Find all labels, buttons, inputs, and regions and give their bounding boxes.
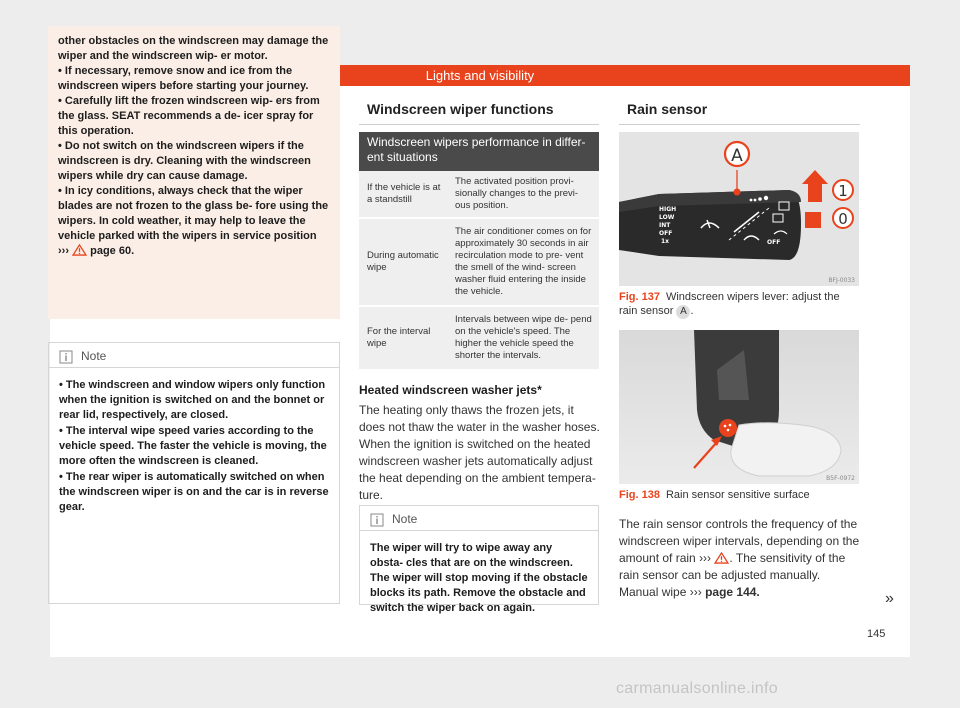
warning-link[interactable] [58,244,330,259]
sensor-surface-marker [719,419,737,437]
table-cell-behaviour: The activated position provi- sionally changes to the previ- ous position. [455,176,579,211]
link-arrows[interactable]: ››› [689,585,702,599]
section-rule [619,124,860,125]
square-marker-icon [805,212,821,228]
note-divider [360,530,598,531]
heated-jets-text: The heating only thaws the frozen jets, it does not thaw the water in the washer hoses. When the ignition is switched on the heated windscreen washer jets automatically adjust the heat depending on the ambient tempera- ture. [359,403,600,502]
note-divider [49,367,339,368]
warning-triangle-icon [72,244,87,256]
info-icon [370,513,384,527]
table-cell-behaviour: The air conditioner comes on for approximately 30 seconds in air recirculation mode to pre- vent the smell of the wind- screen washer fluid entering the inside the vehicle. [455,226,592,297]
rain-sensor-text [619,516,861,601]
lever-label: OFF [659,230,673,237]
watermark: carmanualsonline.info [616,680,778,697]
continue-marker: » [885,590,894,607]
figure-code: BFJ-0033 [828,277,855,284]
rain-text-part1: The rain sensor controls the frequency of the windscreen wiper intervals, depending on the amount of rain [619,517,860,565]
table-header: Windscreen wipers performance in differ- ent situations [359,132,599,171]
table-cell-behaviour: Intervals between wipe de- pend on the vehicle's speed. The higher the vehicle speed the shorter the intervals. [455,314,592,361]
section-title-rain: Rain sensor [627,101,708,117]
rain-sensor-illustration [619,330,859,484]
rain-text-part2: . The sensitivity of the rain sensor can be adjusted manually. Manual wipe [619,551,846,599]
figure-number: Fig. 137 [619,291,660,303]
note-item-1: • The interval wipe speed varies according to the vehicle speed. The faster the vehicle is moving, the more often the windscreen is cleaned. [59,424,329,469]
figure-138-caption [619,488,859,502]
note-box-1 [48,342,340,604]
wiper-lever-illustration [619,132,859,286]
figure-137 [619,132,859,286]
note2-text: The wiper will try to wipe away any obsta- cles that are on the windscreen. The wiper will stop moving if the obstacle blocks its path. Remove the obstacle and switch the wiper back on again. [370,542,588,614]
callout-a: A [731,146,743,166]
figure-138 [619,330,859,484]
note-title [59,349,329,364]
figure-137-caption [619,290,859,319]
chapter-header: Lights and visibility [50,65,910,86]
warning-bullet-2: • Carefully lift the frozen windscreen wip- ers from the glass. SEAT recommends a de- icer spray for this operation. [58,94,330,139]
table-cell-situation: For the interval wipe [367,326,431,349]
table-cell-situation: If the vehicle is at a standstill [367,182,441,205]
figure-number: Fig. 138 [619,489,660,501]
table-row [359,307,599,369]
info-icon [59,350,73,364]
link-page: page 60. [90,245,135,257]
table-cell-situation: During automatic wipe [367,250,439,273]
heated-jets-title: Heated windscreen washer jets* [359,383,542,397]
caption-text: Windscreen wipers lever: adjust the rain sensor [619,291,840,317]
caption-end: . [690,305,694,317]
link-arrows[interactable]: ››› [699,551,712,565]
section-rule [359,124,599,125]
lever-label: HIGH [659,206,677,213]
section-title-wiper: Windscreen wiper functions [367,101,554,117]
lever-label: LOW [659,214,675,221]
warning-bullet-1: • If necessary, remove snow and ice from the windscreen wipers before starting your journey. [58,64,330,94]
off-label: OFF [767,239,781,246]
caption-text: Rain sensor sensitive surface [665,489,810,501]
note-box-2 [359,505,599,614]
table-row [359,219,599,305]
note-title-text: Note [81,349,107,363]
note-item-2: • The rear wiper is automatically switched on when the windscreen wiper is on and the car is in reverse gear. [59,470,329,515]
page-reference-link[interactable]: page 144. [705,585,760,599]
callout-a-ref: A [676,305,690,319]
warning-box [48,26,340,319]
note-title-text: Note [392,512,418,526]
figure-code: B5F-0972 [826,475,855,482]
warning-bullet-4: • In icy conditions, always check that the wiper blades are not frozen to the glass be- fore using the wipers. In cold weather, it may help to leave the vehicle parked with the wipers in service position [58,184,330,244]
table-row [359,171,599,217]
callout-1: 1 [838,182,848,200]
warning-bullet-3: • Do not switch on the windscreen wipers if the windscreen is dry. Cleaning with the windscreen wipers while dry can cause damage. [58,139,330,184]
callout-0: 0 [838,210,848,228]
lever-label: INT [659,222,671,229]
note-item-0: • The windscreen and window wipers only function when the ignition is switched on and the bonnet or rear lid, respectively, are closed. [59,378,329,423]
page-number: 145 [867,628,886,640]
lever-label: 1x [661,238,670,245]
note-title [370,512,588,527]
warning-triangle-icon [714,552,729,564]
link-arrows: ››› [58,245,69,257]
warning-text-0: other obstacles on the windscreen may damage the wiper and the windscreen wip- er motor. [58,35,329,62]
